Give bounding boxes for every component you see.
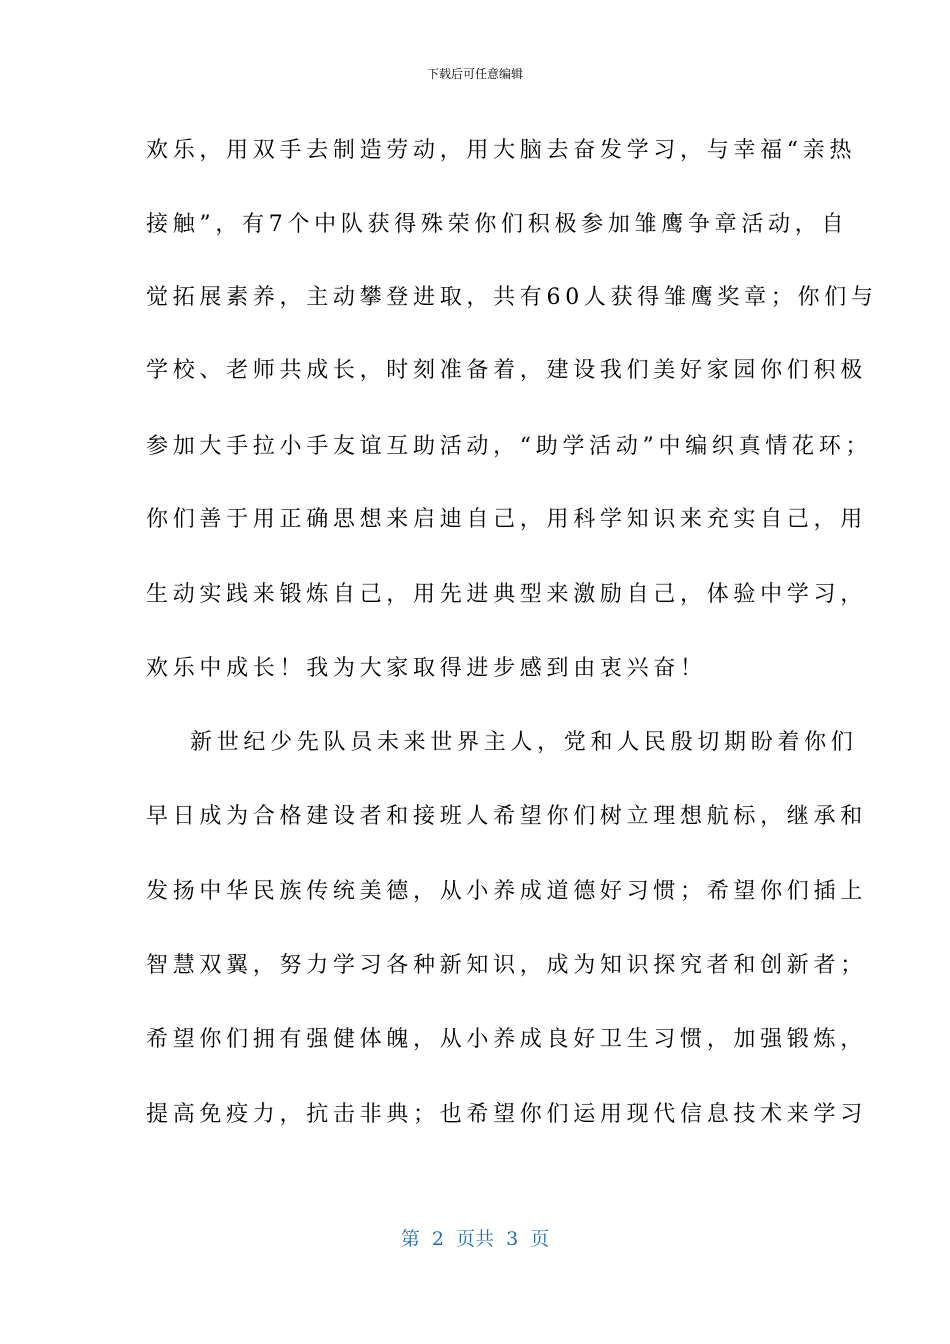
text-line: 智慧双翼，努力学习各种新知识，成为知识探究者和创新者； <box>146 953 867 978</box>
text-line: 学校、老师共成长，时刻准备着，建设我们美好家园你们积极 <box>146 358 867 383</box>
text-line: 觉拓展素养，主动攀登进取，共有60人获得雏鹰奖章；你们与 <box>146 285 878 310</box>
text-line: 希望你们拥有强健体魄，从小养成良好卫生习惯，加强锻炼， <box>146 1027 867 1052</box>
text-line: 早日成为合格建设者和接班人希望你们树立理想航标，继承和 <box>146 804 867 829</box>
text-line: 你们善于用正确思想来启迪自己，用科学知识来充实自己，用 <box>146 507 867 532</box>
text-line: 发扬中华民族传统美德，从小养成道德好习惯；希望你们插上 <box>146 879 867 904</box>
text-line: 欢乐中成长！我为大家取得进步感到由衷兴奋！ <box>146 656 707 681</box>
text-line: 欢乐，用双手去制造劳动，用大脑去奋发学习，与幸福“亲热 <box>146 138 857 163</box>
text-line: 提高免疫力，抗击非典；也希望你们运用现代信息技术来学习 <box>146 1102 867 1127</box>
text-line: 参加大手拉小手友谊互助活动，“助学活动”中编织真情花环； <box>146 434 873 459</box>
page-header: 下载后可任意编辑 <box>426 67 523 81</box>
paragraph-first-line: 新世纪少先队员未来世界主人，党和人民殷切期盼着你们 <box>190 730 858 755</box>
text-line: 生动实践来锻炼自己，用先进典型来激励自己，体验中学习， <box>146 582 867 607</box>
page-number-footer: 第 2 页共 3 页 <box>400 1228 550 1250</box>
text-line: 接触”，有7个中队获得殊荣你们积极参加雏鹰争章活动，自 <box>146 212 849 237</box>
